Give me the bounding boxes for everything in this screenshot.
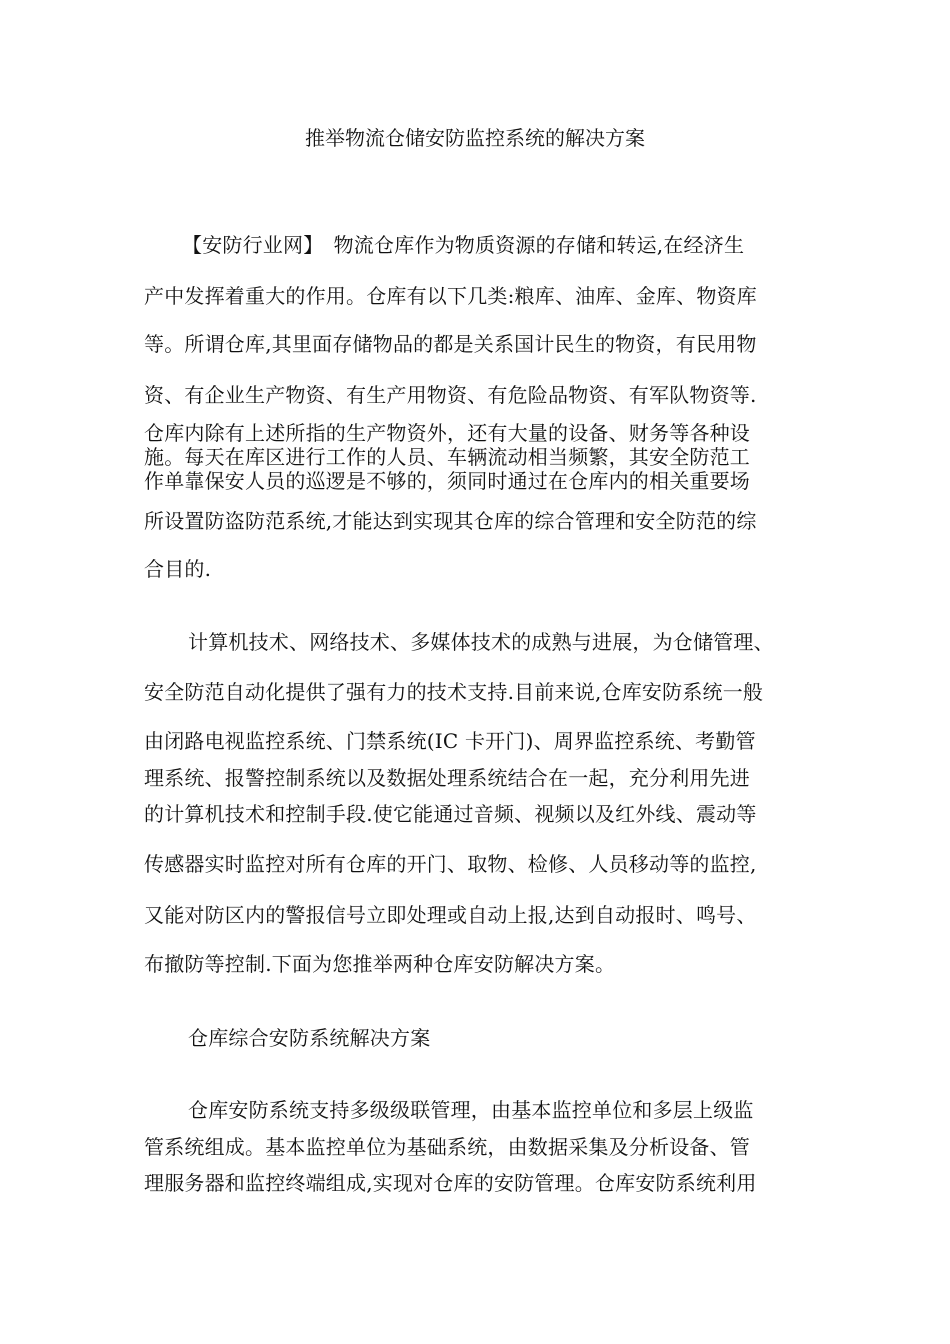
paragraph-1-line-7: 作单靠保安人员的巡逻是不够的，须同时通过在仓库内的相关重要场 [144, 469, 750, 493]
paragraph-2-line-2: 安全防范自动化提供了强有力的技术支持.目前来说,仓库安防系统一般 [144, 680, 764, 704]
paragraph-2-line-8: 布撤防等控制.下面为您推举两种仓库安防解决方案。 [144, 952, 616, 976]
paragraph-2-line-7: 又能对防区内的警报信号立即处理或自动上报,达到自动报时、鸣号、 [144, 903, 757, 927]
document-title: 推举物流仓储安防监控系统的解决方案 [305, 126, 645, 150]
paragraph-1-line-2: 产中发挥着重大的作用。仓库有以下几类:粮库、油库、金库、物资库 [144, 284, 757, 308]
paragraph-1-line-6: 施。每天在库区进行工作的人员、车辆流动相当频繁，其安全防范工 [144, 445, 750, 469]
paragraph-1-line-1: 【安防行业网】 物流仓库作为物质资源的存储和转运,在经济生 [182, 233, 745, 257]
paragraph-2-line-5: 的计算机技术和控制手段.使它能通过音频、视频以及红外线、震动等 [144, 802, 757, 826]
paragraph-1-line-4: 资、有企业生产物资、有生产用物资、有危险品物资、有军队物资等. [144, 383, 757, 407]
paragraph-2-line-3: 由闭路电视监控系统、门禁系统(IC 卡开门)、周界监控系统、考勤管 [144, 729, 756, 753]
paragraph-3-line-3: 理服务器和监控终端组成,实现对仓库的安防管理。仓库安防系统利用 [144, 1171, 757, 1195]
paragraph-1-line-5: 仓库内除有上述所指的生产物资外，还有大量的设备、财务等各种设 [144, 421, 750, 445]
paragraph-2-line-4: 理系统、报警控制系统以及数据处理系统结合在一起，充分利用先进 [144, 766, 750, 790]
paragraph-2-line-6: 传感器实时监控对所有仓库的开门、取物、检修、人员移动等的监控, [144, 852, 757, 876]
section-heading: 仓库综合安防系统解决方案 [188, 1026, 431, 1050]
paragraph-3-line-1: 仓库安防系统支持多级级联管理，由基本监控单位和多层上级监 [188, 1098, 754, 1122]
paragraph-2-line-1: 计算机技术、网络技术、多媒体技术的成熟与进展，为仓储管理、 [188, 630, 774, 654]
paragraph-1-line-8: 所设置防盗防范系统,才能达到实现其仓库的综合管理和安全防范的综 [144, 509, 757, 533]
paragraph-1-line-3: 等。所谓仓库,其里面存储物品的都是关系国计民生的物资，有民用物 [144, 332, 757, 356]
paragraph-1-line-9: 合目的. [144, 557, 212, 581]
paragraph-3-line-2: 管系统组成。基本监控单位为基础系统，由数据采集及分析设备、管 [144, 1135, 750, 1159]
